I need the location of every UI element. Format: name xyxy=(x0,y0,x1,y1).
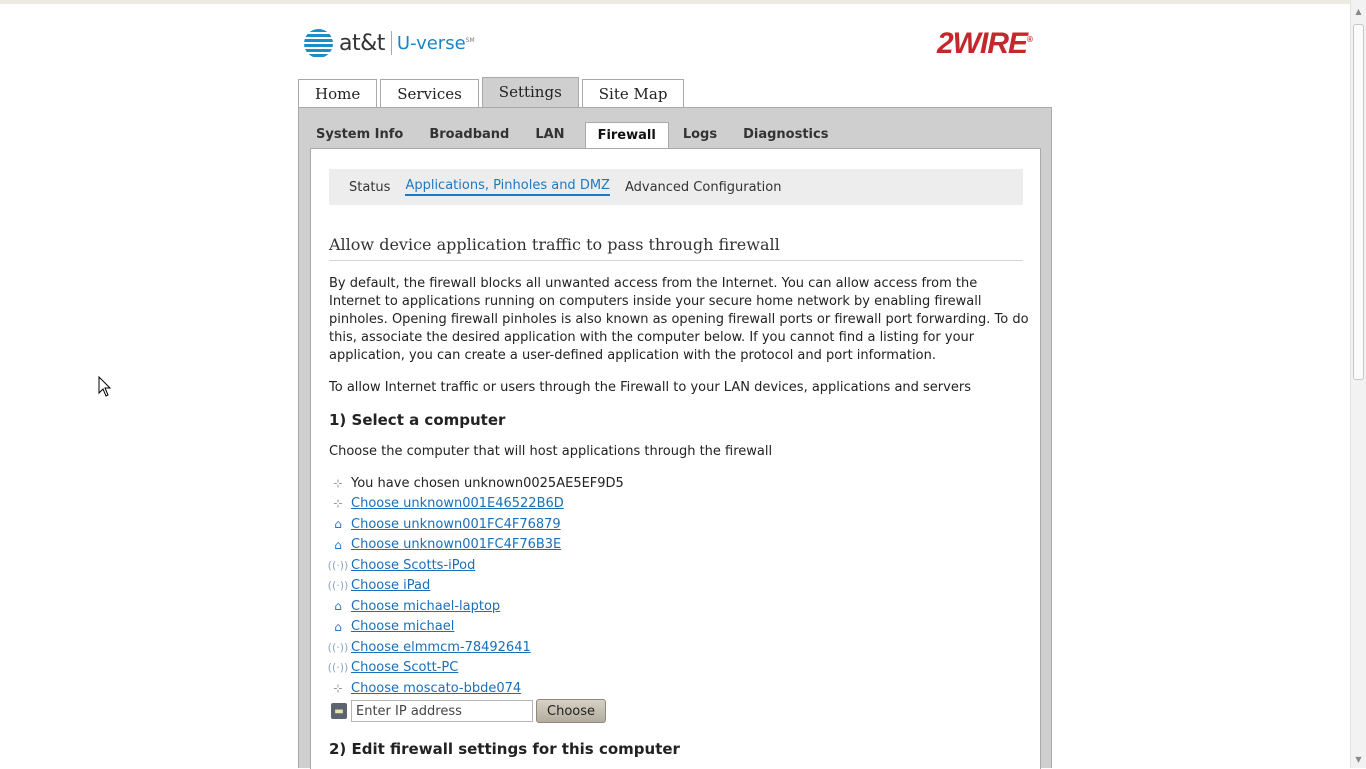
list-item xyxy=(327,576,624,597)
subtab-diagnostics[interactable]: Diagnostics xyxy=(743,127,829,142)
intro-text: By default, the firewall blocks all unwanted access from the Internet. You can allow access from the Internet to applications running on computers inside your secure home network by enabling firewall pinholes. Opening firewall pinholes is also known as opening firewall ports or firewall port forwarding. To do this, associate the desired application with the computer below. If you cannot find a listing for your application, you can create a user-defined application with the protocol and port information. xyxy=(329,276,1029,363)
list-item xyxy=(331,678,624,699)
fwnav-status[interactable]: Status xyxy=(349,179,391,195)
ip-address-input[interactable] xyxy=(351,700,533,722)
main-tabs xyxy=(298,79,687,110)
subtab-broadband[interactable]: Broadband xyxy=(429,127,510,142)
2wire-logo xyxy=(937,27,1032,61)
allow-text: To allow Internet traffic or users through the Firewall to your LAN devices, applications and servers xyxy=(329,380,971,395)
home-icon: ⌂ xyxy=(334,619,342,634)
choose-ip-button[interactable]: Choose xyxy=(536,699,606,723)
att-globe-icon xyxy=(304,29,333,58)
uverse-wordmark: U-verse xyxy=(396,32,466,54)
list-item xyxy=(327,637,624,658)
tab-home[interactable]: Home xyxy=(298,79,377,108)
choose-computer-link[interactable]: Choose michael-laptop xyxy=(351,598,501,614)
list-item xyxy=(331,596,624,617)
firewall-content xyxy=(310,148,1041,769)
step1-heading: 1) Select a computer xyxy=(329,411,506,429)
wireless-icon: ((·)) xyxy=(327,579,349,593)
att-text: at&t xyxy=(339,30,385,56)
choose-computer-link[interactable]: Choose unknown001E46522B6D xyxy=(351,496,564,512)
subtab-system-info[interactable]: System Info xyxy=(316,127,404,142)
choose-computer-link[interactable]: Choose moscato-bbde074 xyxy=(351,680,522,696)
ip-entry-row xyxy=(331,699,606,723)
home-icon: ⌂ xyxy=(334,599,342,614)
choose-computer-link[interactable]: Choose michael xyxy=(351,619,455,635)
firewall-nav xyxy=(329,169,1023,205)
list-item xyxy=(331,514,624,535)
home-icon: ⌂ xyxy=(334,517,342,532)
scroll-up-icon[interactable]: ▲ xyxy=(1355,7,1362,16)
list-item xyxy=(327,658,624,679)
list-item xyxy=(331,617,624,638)
choose-computer-link[interactable]: Choose iPad xyxy=(351,578,431,594)
top-strip xyxy=(0,0,1350,4)
settings-panel xyxy=(298,107,1052,768)
home-icon: ⌂ xyxy=(334,537,342,552)
list-item xyxy=(331,535,624,556)
choose-computer-link[interactable]: Choose elmmcm-78492641 xyxy=(351,639,531,655)
sub-tabs xyxy=(310,122,848,148)
logo-divider xyxy=(391,31,392,55)
subtab-firewall[interactable]: Firewall xyxy=(585,122,669,150)
choose-computer-link[interactable]: Choose unknown001FC4F76B3E xyxy=(351,537,562,553)
wireless-icon: ((·)) xyxy=(327,661,349,675)
list-item xyxy=(331,494,624,515)
choose-computer-link[interactable]: Choose Scott-PC xyxy=(351,660,459,676)
list-item xyxy=(327,555,624,576)
tab-site-map[interactable]: Site Map xyxy=(582,79,685,108)
computer-list xyxy=(327,473,624,699)
scroll-down-icon[interactable]: ▼ xyxy=(1355,755,1362,764)
subtab-logs[interactable]: Logs xyxy=(682,127,718,142)
scroll-thumb[interactable] xyxy=(1353,24,1364,380)
uverse-text xyxy=(397,33,475,54)
uverse-tm: SM xyxy=(465,36,475,44)
page-scrollbar[interactable] xyxy=(1350,0,1366,768)
2wire-registered: ® xyxy=(1027,35,1032,44)
chosen-computer: You have chosen unknown0025AE5EF9D5 xyxy=(351,475,624,491)
network-icon: ⊹ xyxy=(333,476,343,490)
choose-computer-link[interactable]: Choose unknown001FC4F76879 xyxy=(351,516,561,532)
step2-heading: 2) Edit firewall settings for this computer xyxy=(329,740,680,758)
2wire-wordmark: 2WIRE xyxy=(937,27,1028,60)
step1-description: Choose the computer that will host applications through the firewall xyxy=(329,444,773,459)
wireless-icon: ((·)) xyxy=(327,558,349,572)
tab-settings[interactable]: Settings xyxy=(482,77,579,108)
subtab-lan[interactable]: LAN xyxy=(535,127,565,142)
tab-services[interactable]: Services xyxy=(380,79,479,108)
att-uverse-logo[interactable] xyxy=(304,28,475,58)
network-icon: ⊹ xyxy=(333,497,343,511)
fwnav-advanced[interactable]: Advanced Configuration xyxy=(624,179,782,195)
choose-computer-link[interactable]: Choose Scotts-iPod xyxy=(351,557,476,573)
network-icon: ⊹ xyxy=(333,681,343,695)
computer-icon: ▬ xyxy=(331,703,347,719)
page-title: Allow device application traffic to pass through firewall xyxy=(329,235,1023,261)
mouse-cursor-icon xyxy=(98,376,112,398)
fwnav-applications[interactable]: Applications, Pinholes and DMZ xyxy=(405,178,610,196)
wireless-icon: ((·)) xyxy=(327,640,349,654)
list-item xyxy=(331,473,624,494)
